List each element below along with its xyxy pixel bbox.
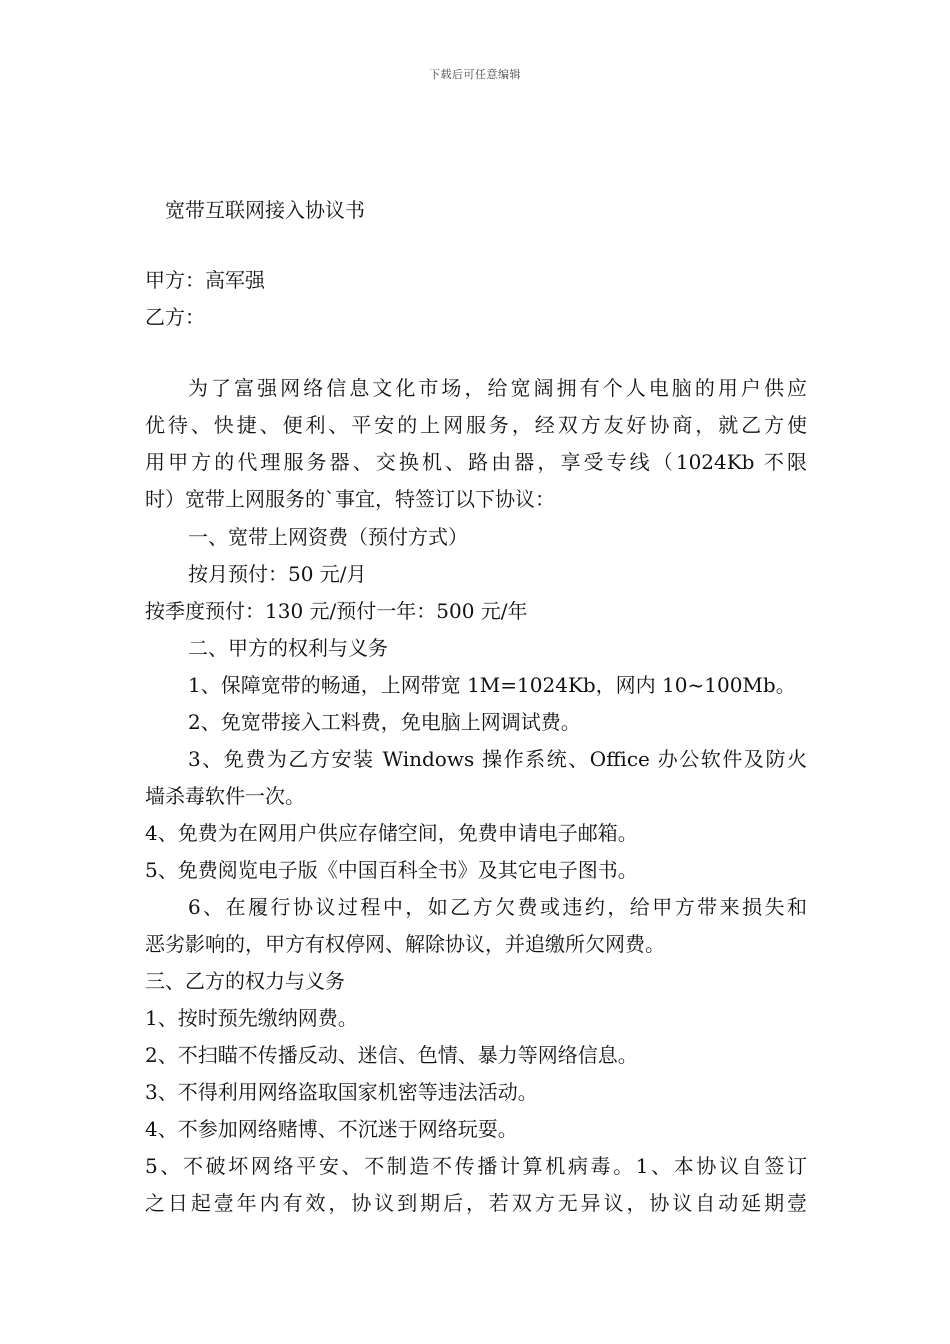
list-item: 2、免宽带接入工料费，免电脑上网调试费。 <box>188 710 581 734</box>
list-item: 1、保障宽带的畅通，上网带宽 1M=1024Kb，网内 10~100Mb。 <box>188 673 796 697</box>
list-item-continued: 恶劣影响的，甲方有权停网、解除协议，并追缴所欠网费。 <box>145 932 665 956</box>
document-title: 宽带互联网接入协议书 <box>165 198 365 222</box>
list-item-continued: 之日起壹年内有效，协议到期后，若双方无异议，协议自动延期壹 <box>145 1191 807 1215</box>
party-a: 甲方：高军强 <box>145 268 265 292</box>
list-item: 3、不得利用网络盗取国家机密等违法活动。 <box>145 1080 538 1104</box>
body-line: 为了富强网络信息文化市场，给宽阔拥有个人电脑的用户供应 <box>188 376 807 400</box>
section-heading: 二、甲方的权利与义务 <box>188 636 388 660</box>
list-item: 1、按时预先缴纳网费。 <box>145 1006 358 1030</box>
party-b: 乙方： <box>145 305 205 329</box>
list-item-continued: 墙杀毒软件一次。 <box>145 784 305 808</box>
list-item: 6、在履行协议过程中，如乙方欠费或违约，给甲方带来损失和 <box>188 895 807 919</box>
list-item: 2、不扫瞄不传播反动、迷信、色情、暴力等网络信息。 <box>145 1043 638 1067</box>
body-line: 时）宽带上网服务的`事宜，特签订以下协议： <box>145 487 555 511</box>
list-item: 4、不参加网络赌博、不沉迷于网络玩耍。 <box>145 1117 518 1141</box>
page-header: 下载后可任意编辑 <box>429 68 521 81</box>
body-line: 优待、快捷、便利、平安的上网服务，经双方友好协商，就乙方使 <box>145 413 807 437</box>
list-item: 3、免费为乙方安装 Windows 操作系统、Office 办公软件及防火 <box>188 747 807 771</box>
section-heading: 三、乙方的权力与义务 <box>145 969 345 993</box>
list-item: 4、免费为在网用户供应存储空间，免费申请电子邮箱。 <box>145 821 638 845</box>
body-line: 按月预付：50 元/月 <box>188 562 367 586</box>
list-item: 5、不破坏网络平安、不制造不传播计算机病毒。1、本协议自签订 <box>145 1154 807 1178</box>
body-line: 按季度预付：130 元/预付一年：500 元/年 <box>145 599 528 623</box>
list-item: 5、免费阅览电子版《中国百科全书》及其它电子图书。 <box>145 858 638 882</box>
section-heading: 一、宽带上网资费（预付方式） <box>188 525 468 549</box>
body-line: 用甲方的代理服务器、交换机、路由器，享受专线（1024Kb 不限 <box>145 450 807 474</box>
